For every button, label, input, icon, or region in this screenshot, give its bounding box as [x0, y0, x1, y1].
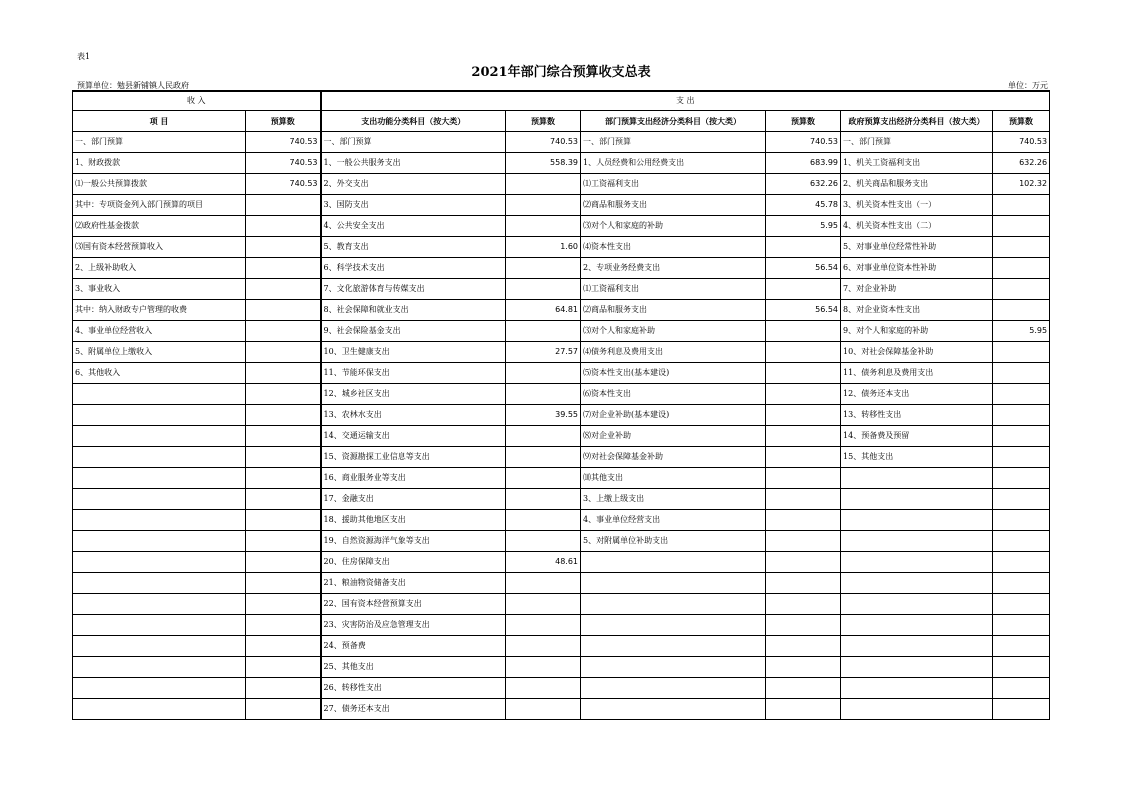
income-item-cell	[73, 447, 246, 468]
income-item-cell	[73, 531, 246, 552]
income-amount-cell	[246, 279, 321, 300]
income-item-cell	[73, 384, 246, 405]
gov-econ-item-cell: 14、预备费及预留	[841, 426, 993, 447]
functional-item-cell: 26、转移性支出	[321, 678, 506, 699]
income-amount-cell	[246, 300, 321, 321]
dept-econ-item-cell: ⑶对个人和家庭的补助	[581, 216, 766, 237]
gov-econ-item-cell	[841, 678, 993, 699]
functional-item-cell: 24、预备费	[321, 636, 506, 657]
functional-item-cell: 10、卫生健康支出	[321, 342, 506, 363]
table-row	[73, 279, 1050, 300]
dept-econ-item-cell	[581, 615, 766, 636]
dept-econ-item-cell: ⑹资本性支出	[581, 384, 766, 405]
dept-econ-amount-cell	[766, 510, 841, 531]
table-row	[73, 363, 1050, 384]
functional-item-cell: 4、公共安全支出	[321, 216, 506, 237]
income-item-cell	[73, 573, 246, 594]
functional-amount-cell	[506, 510, 581, 531]
dept-econ-item-cell	[581, 594, 766, 615]
functional-item-cell: 2、外交支出	[321, 174, 506, 195]
dept-econ-amount-cell: 740.53	[766, 132, 841, 153]
functional-item-cell: 23、灾害防治及应急管理支出	[321, 615, 506, 636]
table-row	[73, 489, 1050, 510]
income-amount-cell	[246, 489, 321, 510]
functional-item-cell: 14、交通运输支出	[321, 426, 506, 447]
gov-econ-item-cell	[841, 657, 993, 678]
functional-amount-cell	[506, 531, 581, 552]
gov-econ-item-cell: 15、其他支出	[841, 447, 993, 468]
functional-item-cell: 3、国防支出	[321, 195, 506, 216]
functional-amount-cell	[506, 279, 581, 300]
functional-item-cell: 一、部门预算	[321, 132, 506, 153]
table-row	[73, 657, 1050, 678]
functional-amount-cell	[506, 447, 581, 468]
dept-econ-amount-cell	[766, 237, 841, 258]
table-body	[73, 132, 1050, 720]
dept-econ-amount-cell: 683.99	[766, 153, 841, 174]
table-row	[73, 384, 1050, 405]
gov-econ-item-cell: 13、转移性支出	[841, 405, 993, 426]
table-row	[73, 342, 1050, 363]
income-item-cell: 2、上级补助收入	[73, 258, 246, 279]
income-item-cell: 其中：纳入财政专户管理的收费	[73, 300, 246, 321]
gov-econ-amount-cell	[993, 678, 1050, 699]
functional-amount-cell	[506, 573, 581, 594]
functional-item-cell: 11、节能环保支出	[321, 363, 506, 384]
functional-item-cell: 5、教育支出	[321, 237, 506, 258]
currency-unit: 单位：万元	[1008, 81, 1048, 90]
functional-item-cell: 21、粮油物资储备支出	[321, 573, 506, 594]
dept-econ-item-cell: ⑼对社会保障基金补助	[581, 447, 766, 468]
functional-item-cell: 19、自然资源海洋气象等支出	[321, 531, 506, 552]
col-header-functional: 支出功能分类科目（按大类）	[321, 111, 506, 132]
table-row	[73, 468, 1050, 489]
functional-item-cell: 13、农林水支出	[321, 405, 506, 426]
gov-econ-amount-cell	[993, 279, 1050, 300]
income-amount-cell	[246, 426, 321, 447]
table-row	[73, 552, 1050, 573]
table-row	[73, 174, 1050, 195]
page-title: 2021年部门综合预算收支总表	[471, 65, 651, 80]
functional-item-cell: 25、其他支出	[321, 657, 506, 678]
functional-item-cell: 16、商业服务业等支出	[321, 468, 506, 489]
gov-econ-amount-cell	[993, 237, 1050, 258]
dept-econ-item-cell: ⑴工资福利支出	[581, 174, 766, 195]
functional-item-cell: 18、援助其他地区支出	[321, 510, 506, 531]
income-amount-cell	[246, 384, 321, 405]
functional-amount-cell	[506, 636, 581, 657]
col-header-budget: 预算数	[246, 111, 321, 132]
functional-amount-cell	[506, 426, 581, 447]
dept-econ-item-cell: ⑻对企业补助	[581, 426, 766, 447]
gov-econ-amount-cell	[993, 195, 1050, 216]
income-item-cell	[73, 552, 246, 573]
gov-econ-item-cell: 9、对个人和家庭的补助	[841, 321, 993, 342]
gov-econ-amount-cell	[993, 699, 1050, 720]
dept-econ-amount-cell	[766, 342, 841, 363]
gov-econ-item-cell	[841, 594, 993, 615]
functional-amount-cell	[506, 195, 581, 216]
gov-econ-item-cell: 5、对事业单位经常性补助	[841, 237, 993, 258]
functional-amount-cell	[506, 174, 581, 195]
dept-econ-item-cell: ⑷债务利息及费用支出	[581, 342, 766, 363]
dept-econ-amount-cell: 56.54	[766, 258, 841, 279]
income-amount-cell	[246, 447, 321, 468]
dept-econ-amount-cell	[766, 321, 841, 342]
gov-econ-item-cell	[841, 468, 993, 489]
dept-econ-item-cell: ⑶对个人和家庭补助	[581, 321, 766, 342]
dept-econ-amount-cell	[766, 573, 841, 594]
functional-item-cell: 22、国有资本经营预算支出	[321, 594, 506, 615]
functional-amount-cell	[506, 363, 581, 384]
budget-table	[72, 90, 1050, 720]
col-header-dept-economic: 部门预算支出经济分类科目（按大类）	[581, 111, 766, 132]
gov-econ-amount-cell	[993, 426, 1050, 447]
dept-econ-amount-cell	[766, 405, 841, 426]
gov-econ-item-cell: 3、机关资本性支出（一）	[841, 195, 993, 216]
dept-econ-item-cell: 2、专项业务经费支出	[581, 258, 766, 279]
gov-econ-item-cell: 1、机关工资福利支出	[841, 153, 993, 174]
income-amount-cell	[246, 531, 321, 552]
income-amount-cell	[246, 321, 321, 342]
table-row	[73, 615, 1050, 636]
gov-econ-amount-cell	[993, 342, 1050, 363]
income-amount-cell: 740.53	[246, 132, 321, 153]
gov-econ-amount-cell	[993, 657, 1050, 678]
income-amount-cell	[246, 678, 321, 699]
income-amount-cell: 740.53	[246, 174, 321, 195]
income-amount-cell	[246, 573, 321, 594]
dept-econ-amount-cell	[766, 657, 841, 678]
functional-amount-cell	[506, 678, 581, 699]
functional-amount-cell	[506, 594, 581, 615]
income-amount-cell	[246, 342, 321, 363]
gov-econ-amount-cell	[993, 531, 1050, 552]
dept-econ-item-cell	[581, 636, 766, 657]
dept-econ-amount-cell: 5.95	[766, 216, 841, 237]
gov-econ-amount-cell	[993, 615, 1050, 636]
income-item-cell	[73, 678, 246, 699]
col-header-gov-economic: 政府预算支出经济分类科目（按大类）	[841, 111, 993, 132]
income-item-cell: 其中：专项资金列入部门预算的项目	[73, 195, 246, 216]
table-row	[73, 678, 1050, 699]
table-row	[73, 447, 1050, 468]
dept-econ-item-cell	[581, 552, 766, 573]
dept-econ-amount-cell	[766, 678, 841, 699]
functional-amount-cell: 27.57	[506, 342, 581, 363]
expense-group-header: 支 出	[321, 91, 1050, 111]
dept-econ-amount-cell	[766, 531, 841, 552]
gov-econ-amount-cell	[993, 258, 1050, 279]
functional-amount-cell: 64.81	[506, 300, 581, 321]
functional-amount-cell: 1.60	[506, 237, 581, 258]
dept-econ-item-cell	[581, 699, 766, 720]
income-item-cell: 3、事业收入	[73, 279, 246, 300]
table-row	[73, 321, 1050, 342]
income-amount-cell	[246, 216, 321, 237]
functional-amount-cell: 740.53	[506, 132, 581, 153]
gov-econ-amount-cell	[993, 384, 1050, 405]
functional-item-cell: 27、债务还本支出	[321, 699, 506, 720]
dept-econ-item-cell: 1、人员经费和公用经费支出	[581, 153, 766, 174]
income-item-cell: 一、部门预算	[73, 132, 246, 153]
dept-econ-item-cell: 一、部门预算	[581, 132, 766, 153]
income-amount-cell	[246, 594, 321, 615]
dept-econ-amount-cell	[766, 447, 841, 468]
table-number: 表1	[77, 52, 91, 61]
income-amount-cell	[246, 699, 321, 720]
dept-econ-amount-cell: 632.26	[766, 174, 841, 195]
functional-amount-cell	[506, 657, 581, 678]
dept-econ-item-cell	[581, 657, 766, 678]
gov-econ-amount-cell	[993, 510, 1050, 531]
functional-item-cell: 8、社会保障和就业支出	[321, 300, 506, 321]
income-amount-cell	[246, 468, 321, 489]
gov-econ-item-cell	[841, 510, 993, 531]
functional-item-cell: 7、文化旅游体育与传媒支出	[321, 279, 506, 300]
gov-econ-amount-cell	[993, 636, 1050, 657]
income-amount-cell	[246, 552, 321, 573]
table-row	[73, 258, 1050, 279]
dept-econ-amount-cell: 45.78	[766, 195, 841, 216]
income-amount-cell	[246, 237, 321, 258]
gov-econ-item-cell: 10、对社会保障基金补助	[841, 342, 993, 363]
gov-econ-item-cell	[841, 636, 993, 657]
dept-econ-amount-cell	[766, 636, 841, 657]
gov-econ-amount-cell: 632.26	[993, 153, 1050, 174]
table-row	[73, 300, 1050, 321]
functional-amount-cell	[506, 321, 581, 342]
col-header-budget: 预算数	[766, 111, 841, 132]
income-amount-cell	[246, 615, 321, 636]
dept-econ-amount-cell	[766, 489, 841, 510]
gov-econ-item-cell: 7、对企业补助	[841, 279, 993, 300]
col-header-budget: 预算数	[506, 111, 581, 132]
gov-econ-item-cell	[841, 552, 993, 573]
gov-econ-item-cell: 11、债务利息及费用支出	[841, 363, 993, 384]
dept-econ-amount-cell	[766, 594, 841, 615]
gov-econ-amount-cell	[993, 594, 1050, 615]
income-item-cell	[73, 405, 246, 426]
gov-econ-item-cell	[841, 531, 993, 552]
functional-amount-cell: 558.39	[506, 153, 581, 174]
dept-econ-item-cell: ⑷资本性支出	[581, 237, 766, 258]
income-item-cell: 4、事业单位经营收入	[73, 321, 246, 342]
table-row	[73, 195, 1050, 216]
functional-amount-cell: 48.61	[506, 552, 581, 573]
income-amount-cell	[246, 195, 321, 216]
income-item-cell	[73, 426, 246, 447]
income-amount-cell	[246, 405, 321, 426]
gov-econ-amount-cell: 5.95	[993, 321, 1050, 342]
income-amount-cell	[246, 258, 321, 279]
gov-econ-item-cell: 6、对事业单位资本性补助	[841, 258, 993, 279]
dept-econ-amount-cell	[766, 426, 841, 447]
gov-econ-item-cell	[841, 573, 993, 594]
income-item-cell	[73, 468, 246, 489]
functional-item-cell: 9、社会保险基金支出	[321, 321, 506, 342]
functional-item-cell: 1、一般公共服务支出	[321, 153, 506, 174]
dept-econ-item-cell: ⑴工资福利支出	[581, 279, 766, 300]
table-row	[73, 594, 1050, 615]
functional-item-cell: 12、城乡社区支出	[321, 384, 506, 405]
gov-econ-item-cell: 一、部门预算	[841, 132, 993, 153]
functional-item-cell: 20、住房保障支出	[321, 552, 506, 573]
dept-econ-item-cell: 5、对附属单位补助支出	[581, 531, 766, 552]
functional-amount-cell: 39.55	[506, 405, 581, 426]
income-item-cell	[73, 615, 246, 636]
dept-econ-amount-cell: 56.54	[766, 300, 841, 321]
functional-amount-cell	[506, 699, 581, 720]
gov-econ-item-cell: 8、对企业资本性支出	[841, 300, 993, 321]
income-amount-cell	[246, 510, 321, 531]
dept-econ-item-cell: ⑵商品和服务支出	[581, 300, 766, 321]
table-row	[73, 132, 1050, 153]
income-item-cell: ⑶国有资本经营预算收入	[73, 237, 246, 258]
income-item-cell	[73, 657, 246, 678]
table-row	[73, 531, 1050, 552]
dept-econ-item-cell: ⑵商品和服务支出	[581, 195, 766, 216]
table-row	[73, 699, 1050, 720]
dept-econ-item-cell: ⑺对企业补助(基本建设)	[581, 405, 766, 426]
income-amount-cell: 740.53	[246, 153, 321, 174]
functional-amount-cell	[506, 384, 581, 405]
income-amount-cell	[246, 636, 321, 657]
income-group-header: 收 入	[73, 91, 321, 111]
income-item-cell	[73, 510, 246, 531]
table-row	[73, 153, 1050, 174]
dept-econ-amount-cell	[766, 615, 841, 636]
functional-item-cell: 15、资源勘探工业信息等支出	[321, 447, 506, 468]
income-item-cell: 6、其他收入	[73, 363, 246, 384]
dept-econ-amount-cell	[766, 384, 841, 405]
gov-econ-amount-cell	[993, 405, 1050, 426]
functional-item-cell: 17、金融支出	[321, 489, 506, 510]
functional-amount-cell	[506, 216, 581, 237]
income-item-cell: ⑴一般公共预算拨款	[73, 174, 246, 195]
col-header-income-item: 项 目	[73, 111, 246, 132]
income-item-cell	[73, 594, 246, 615]
dept-econ-amount-cell	[766, 363, 841, 384]
income-item-cell: ⑵政府性基金拨款	[73, 216, 246, 237]
income-item-cell: 1、财政拨款	[73, 153, 246, 174]
functional-amount-cell	[506, 468, 581, 489]
table-row	[73, 237, 1050, 258]
gov-econ-item-cell	[841, 489, 993, 510]
gov-econ-amount-cell	[993, 300, 1050, 321]
functional-amount-cell	[506, 258, 581, 279]
functional-amount-cell	[506, 615, 581, 636]
gov-econ-item-cell: 4、机关资本性支出（二）	[841, 216, 993, 237]
income-item-cell	[73, 489, 246, 510]
income-item-cell	[73, 699, 246, 720]
gov-econ-item-cell	[841, 615, 993, 636]
dept-econ-item-cell: 4、事业单位经营支出	[581, 510, 766, 531]
table-row	[73, 216, 1050, 237]
dept-econ-item-cell: ⑽其他支出	[581, 468, 766, 489]
dept-econ-item-cell	[581, 678, 766, 699]
gov-econ-amount-cell	[993, 468, 1050, 489]
table-row	[73, 573, 1050, 594]
dept-econ-amount-cell	[766, 279, 841, 300]
gov-econ-amount-cell	[993, 447, 1050, 468]
gov-econ-amount-cell	[993, 216, 1050, 237]
income-amount-cell	[246, 657, 321, 678]
gov-econ-amount-cell	[993, 363, 1050, 384]
gov-econ-item-cell	[841, 699, 993, 720]
income-amount-cell	[246, 363, 321, 384]
table-row	[73, 510, 1050, 531]
budget-unit: 预算单位：勉县新铺镇人民政府	[77, 81, 189, 90]
dept-econ-item-cell: 3、上缴上级支出	[581, 489, 766, 510]
income-item-cell	[73, 636, 246, 657]
col-header-budget: 预算数	[993, 111, 1050, 132]
gov-econ-amount-cell: 740.53	[993, 132, 1050, 153]
gov-econ-amount-cell	[993, 489, 1050, 510]
dept-econ-amount-cell	[766, 699, 841, 720]
gov-econ-amount-cell: 102.32	[993, 174, 1050, 195]
table-row	[73, 426, 1050, 447]
dept-econ-amount-cell	[766, 468, 841, 489]
income-item-cell: 5、附属单位上缴收入	[73, 342, 246, 363]
functional-item-cell: 6、科学技术支出	[321, 258, 506, 279]
table-row	[73, 636, 1050, 657]
gov-econ-item-cell: 12、债务还本支出	[841, 384, 993, 405]
dept-econ-item-cell	[581, 573, 766, 594]
table-row	[73, 405, 1050, 426]
gov-econ-amount-cell	[993, 552, 1050, 573]
functional-amount-cell	[506, 489, 581, 510]
dept-econ-item-cell: ⑸资本性支出(基本建设)	[581, 363, 766, 384]
gov-econ-item-cell: 2、机关商品和服务支出	[841, 174, 993, 195]
gov-econ-amount-cell	[993, 573, 1050, 594]
dept-econ-amount-cell	[766, 552, 841, 573]
